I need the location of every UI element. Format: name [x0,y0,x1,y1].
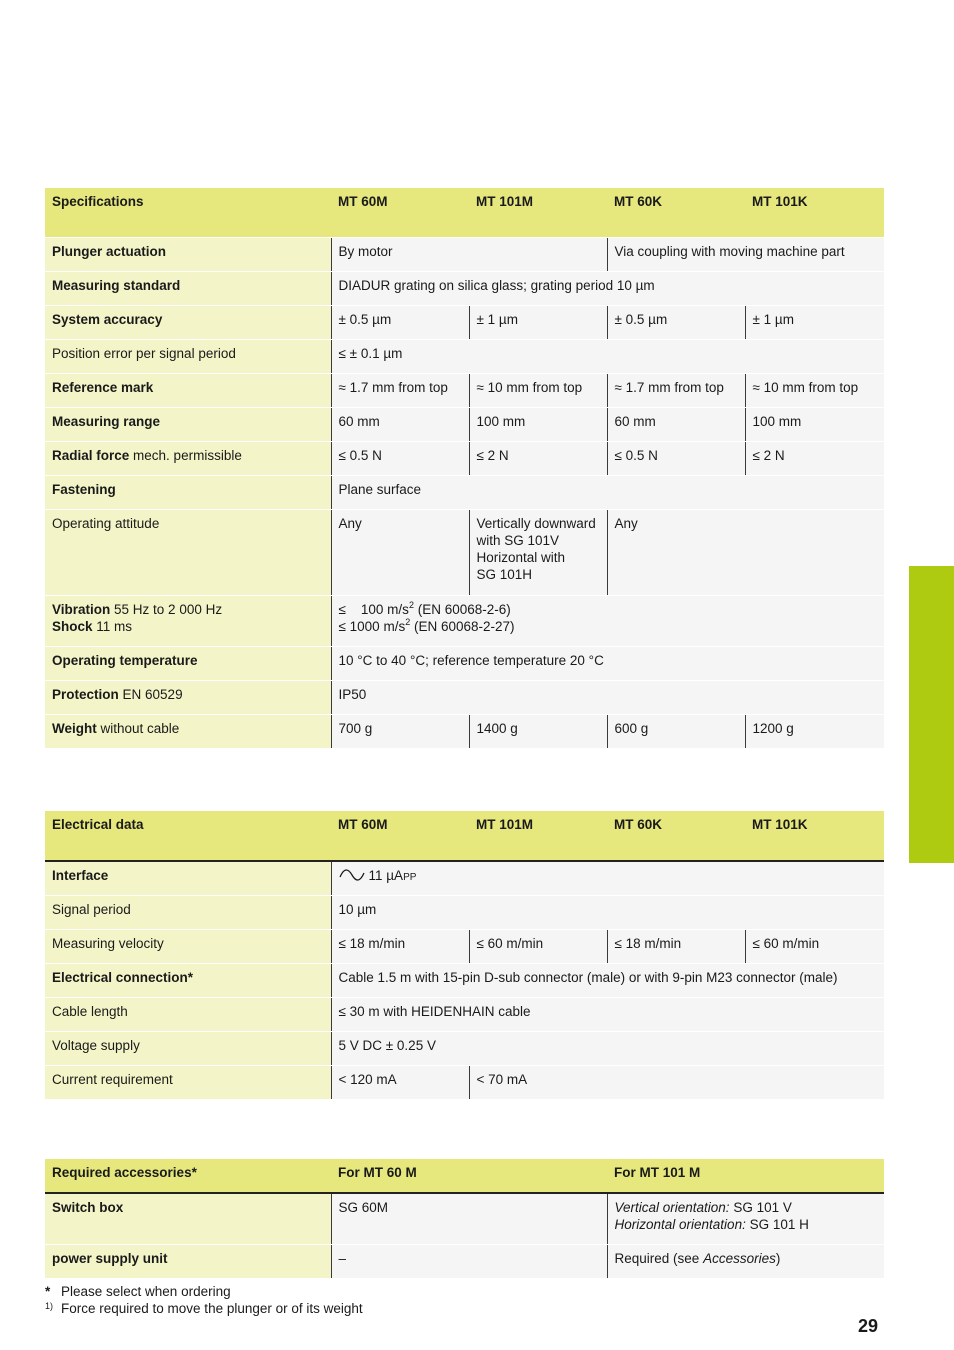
value-line: Horizontal with [476,550,566,565]
specifications-table [45,188,884,749]
footnote-text: Please select when ordering [61,1284,231,1299]
page-number: 29 [858,1316,879,1336]
row-label: Fastening [45,476,331,510]
row-value: ≤ 18 m/min [331,929,469,963]
table-row [45,963,884,997]
specifications-header-row [45,188,884,238]
row-value: 60 mm [331,408,469,442]
table-row [45,1193,884,1244]
row-value: SG 60M [331,1193,607,1244]
accessories-table [45,1159,884,1279]
header-cell: MT 60M [331,188,469,238]
exponent: 2 [408,599,414,610]
value-text: ≤ 100 m/s [338,602,409,617]
sine-wave-icon [339,868,365,885]
row-value: ≈ 1.7 mm from top [607,374,745,408]
table-row [45,1031,884,1065]
table-row [45,861,884,895]
electrical-header-row [45,811,884,861]
row-value: Cable 1.5 m with 15-pin D-sub connector (male) or with 9-pin M23 connector (male) [331,963,884,997]
row-label-bold: Shock [52,619,93,634]
header-cell: MT 101K [745,188,884,238]
row-value [331,596,884,647]
row-label: Position error per signal period [45,340,331,374]
row-label: Measuring velocity [45,929,331,963]
row-value: 60 mm [607,408,745,442]
value-text: (EN 60068-2-6) [413,602,511,617]
row-label: Measuring range [45,408,331,442]
table-row [45,306,884,340]
row-sublabel: mech. permissible [133,448,242,463]
header-cell: MT 101K [745,811,884,861]
value-text: ≤ 1000 m/s [338,619,406,634]
footnotes [45,1283,363,1317]
row-value: Any [331,510,469,596]
row-label [45,715,331,749]
interface-value: 11 µA [368,868,404,883]
section-side-tab [909,566,954,863]
row-value: 600 g [607,715,745,749]
header-cell: MT 60M [331,811,469,861]
row-sublabel: 11 ms [96,619,133,634]
row-value: ≤ 2 N [745,442,884,476]
row-value: ≤ 60 m/min [745,929,884,963]
row-label-bold: Weight [52,721,97,736]
row-value [607,1244,884,1278]
table-row [45,647,884,681]
footnote-text: Force required to move the plunger or of its weight [61,1301,363,1316]
table-row [45,895,884,929]
header-cell: For MT 60 M [331,1159,607,1193]
orientation-label: Horizontal orientation: [614,1217,746,1232]
table-row [45,1065,884,1099]
row-value: 100 mm [745,408,884,442]
row-value: Any [607,510,884,596]
value-text: Required (see [614,1250,704,1266]
row-label: Reference mark [45,374,331,408]
value-text: ) [775,1250,781,1266]
footnote [45,1300,363,1317]
table-row [45,408,884,442]
table-row [45,272,884,306]
row-value: ± 1 µm [469,306,607,340]
row-value: DIADUR grating on silica glass; grating period 10 µm [331,272,884,306]
orientation-label: Vertical orientation: [614,1200,730,1215]
table-row [45,929,884,963]
row-value: 5 V DC ± 0.25 V [331,1031,884,1065]
header-cell: Specifications [45,188,331,238]
row-label: Cable length [45,997,331,1031]
table-row [45,374,884,408]
row-sublabel: EN 60529 [122,687,183,702]
row-value: ≤ 2 N [469,442,607,476]
header-cell: MT 101M [469,811,607,861]
row-label-bold: Vibration [52,602,111,617]
row-value: ≤ 18 m/min [607,929,745,963]
header-cell: MT 101M [469,188,607,238]
row-label: power supply unit [45,1244,331,1278]
row-value [607,1193,884,1244]
row-value: 100 mm [469,408,607,442]
row-value: – [331,1244,607,1278]
row-value: Plane surface [331,476,884,510]
header-cell: MT 60K [607,811,745,861]
exponent: 2 [405,616,411,627]
row-label-bold: Radial force [52,448,130,463]
row-value: ≈ 1.7 mm from top [331,374,469,408]
table-row [45,997,884,1031]
row-label: Plunger actuation [45,238,331,272]
footnote [45,1283,363,1300]
row-label: Interface [45,861,331,895]
row-value: 700 g [331,715,469,749]
header-cell: For MT 101 M [607,1159,884,1193]
table-row [45,442,884,476]
row-value: ± 0.5 µm [607,306,745,340]
row-value: ≤ 30 m with HEIDENHAIN cable [331,997,884,1031]
row-label: Current requirement [45,1065,331,1099]
table-row [45,681,884,715]
row-value: Via coupling with moving machine part [607,238,884,272]
row-value: < 120 mA [331,1065,469,1099]
row-value [331,861,884,895]
accessories-reference: Accessories [703,1250,776,1266]
table-row [45,340,884,374]
row-label: System accuracy [45,306,331,340]
orientation-value: SG 101 V [729,1200,792,1215]
row-label [45,442,331,476]
header-cell: Required accessories* [45,1159,331,1193]
row-value: ≈ 10 mm from top [469,374,607,408]
row-value [469,510,607,596]
row-value: IP50 [331,681,884,715]
row-value: ≤ 0.5 N [331,442,469,476]
table-row [45,596,884,647]
row-label: Signal period [45,895,331,929]
row-value: ≤ ± 0.1 µm [331,340,884,374]
row-label: Operating temperature [45,647,331,681]
row-label [45,596,331,647]
interface-suffix: PP [403,872,417,883]
value-line: with SG 101V [476,533,560,548]
row-value: ≈ 10 mm from top [745,374,884,408]
row-label: Operating attitude [45,510,331,596]
row-value: ± 0.5 µm [331,306,469,340]
row-value: ≤ 60 m/min [469,929,607,963]
table-row [45,238,884,272]
row-value: ± 1 µm [745,306,884,340]
table-row [45,715,884,749]
value-text: (EN 60068-2-27) [410,619,515,634]
row-label: Voltage supply [45,1031,331,1065]
table-row [45,476,884,510]
row-sublabel: without cable [100,721,180,736]
row-value: 1400 g [469,715,607,749]
header-cell: Electrical data [45,811,331,861]
row-value: ≤ 0.5 N [607,442,745,476]
row-label-bold: Protection [52,687,119,702]
accessories-header-row [45,1159,884,1193]
header-cell: MT 60K [607,188,745,238]
table-row [45,1244,884,1278]
row-value: 10 µm [331,895,884,929]
row-sublabel: 55 Hz to 2 000 Hz [114,602,223,617]
row-label: Switch box [45,1193,331,1244]
row-label: Measuring standard [45,272,331,306]
footnote-mark: 1) [45,1301,54,1311]
row-label [45,681,331,715]
electrical-data-table [45,811,884,1100]
footnote-mark: * [45,1284,51,1299]
table-row [45,510,884,596]
value-line: Vertically downward [476,516,596,531]
orientation-value: SG 101 H [745,1217,809,1232]
row-value: < 70 mA [469,1065,884,1099]
row-value: 1200 g [745,715,884,749]
row-value: By motor [331,238,607,272]
value-line: SG 101H [476,567,533,582]
row-value: 10 °C to 40 °C; reference temperature 20 °C [331,647,884,681]
row-label: Electrical connection* [45,963,331,997]
